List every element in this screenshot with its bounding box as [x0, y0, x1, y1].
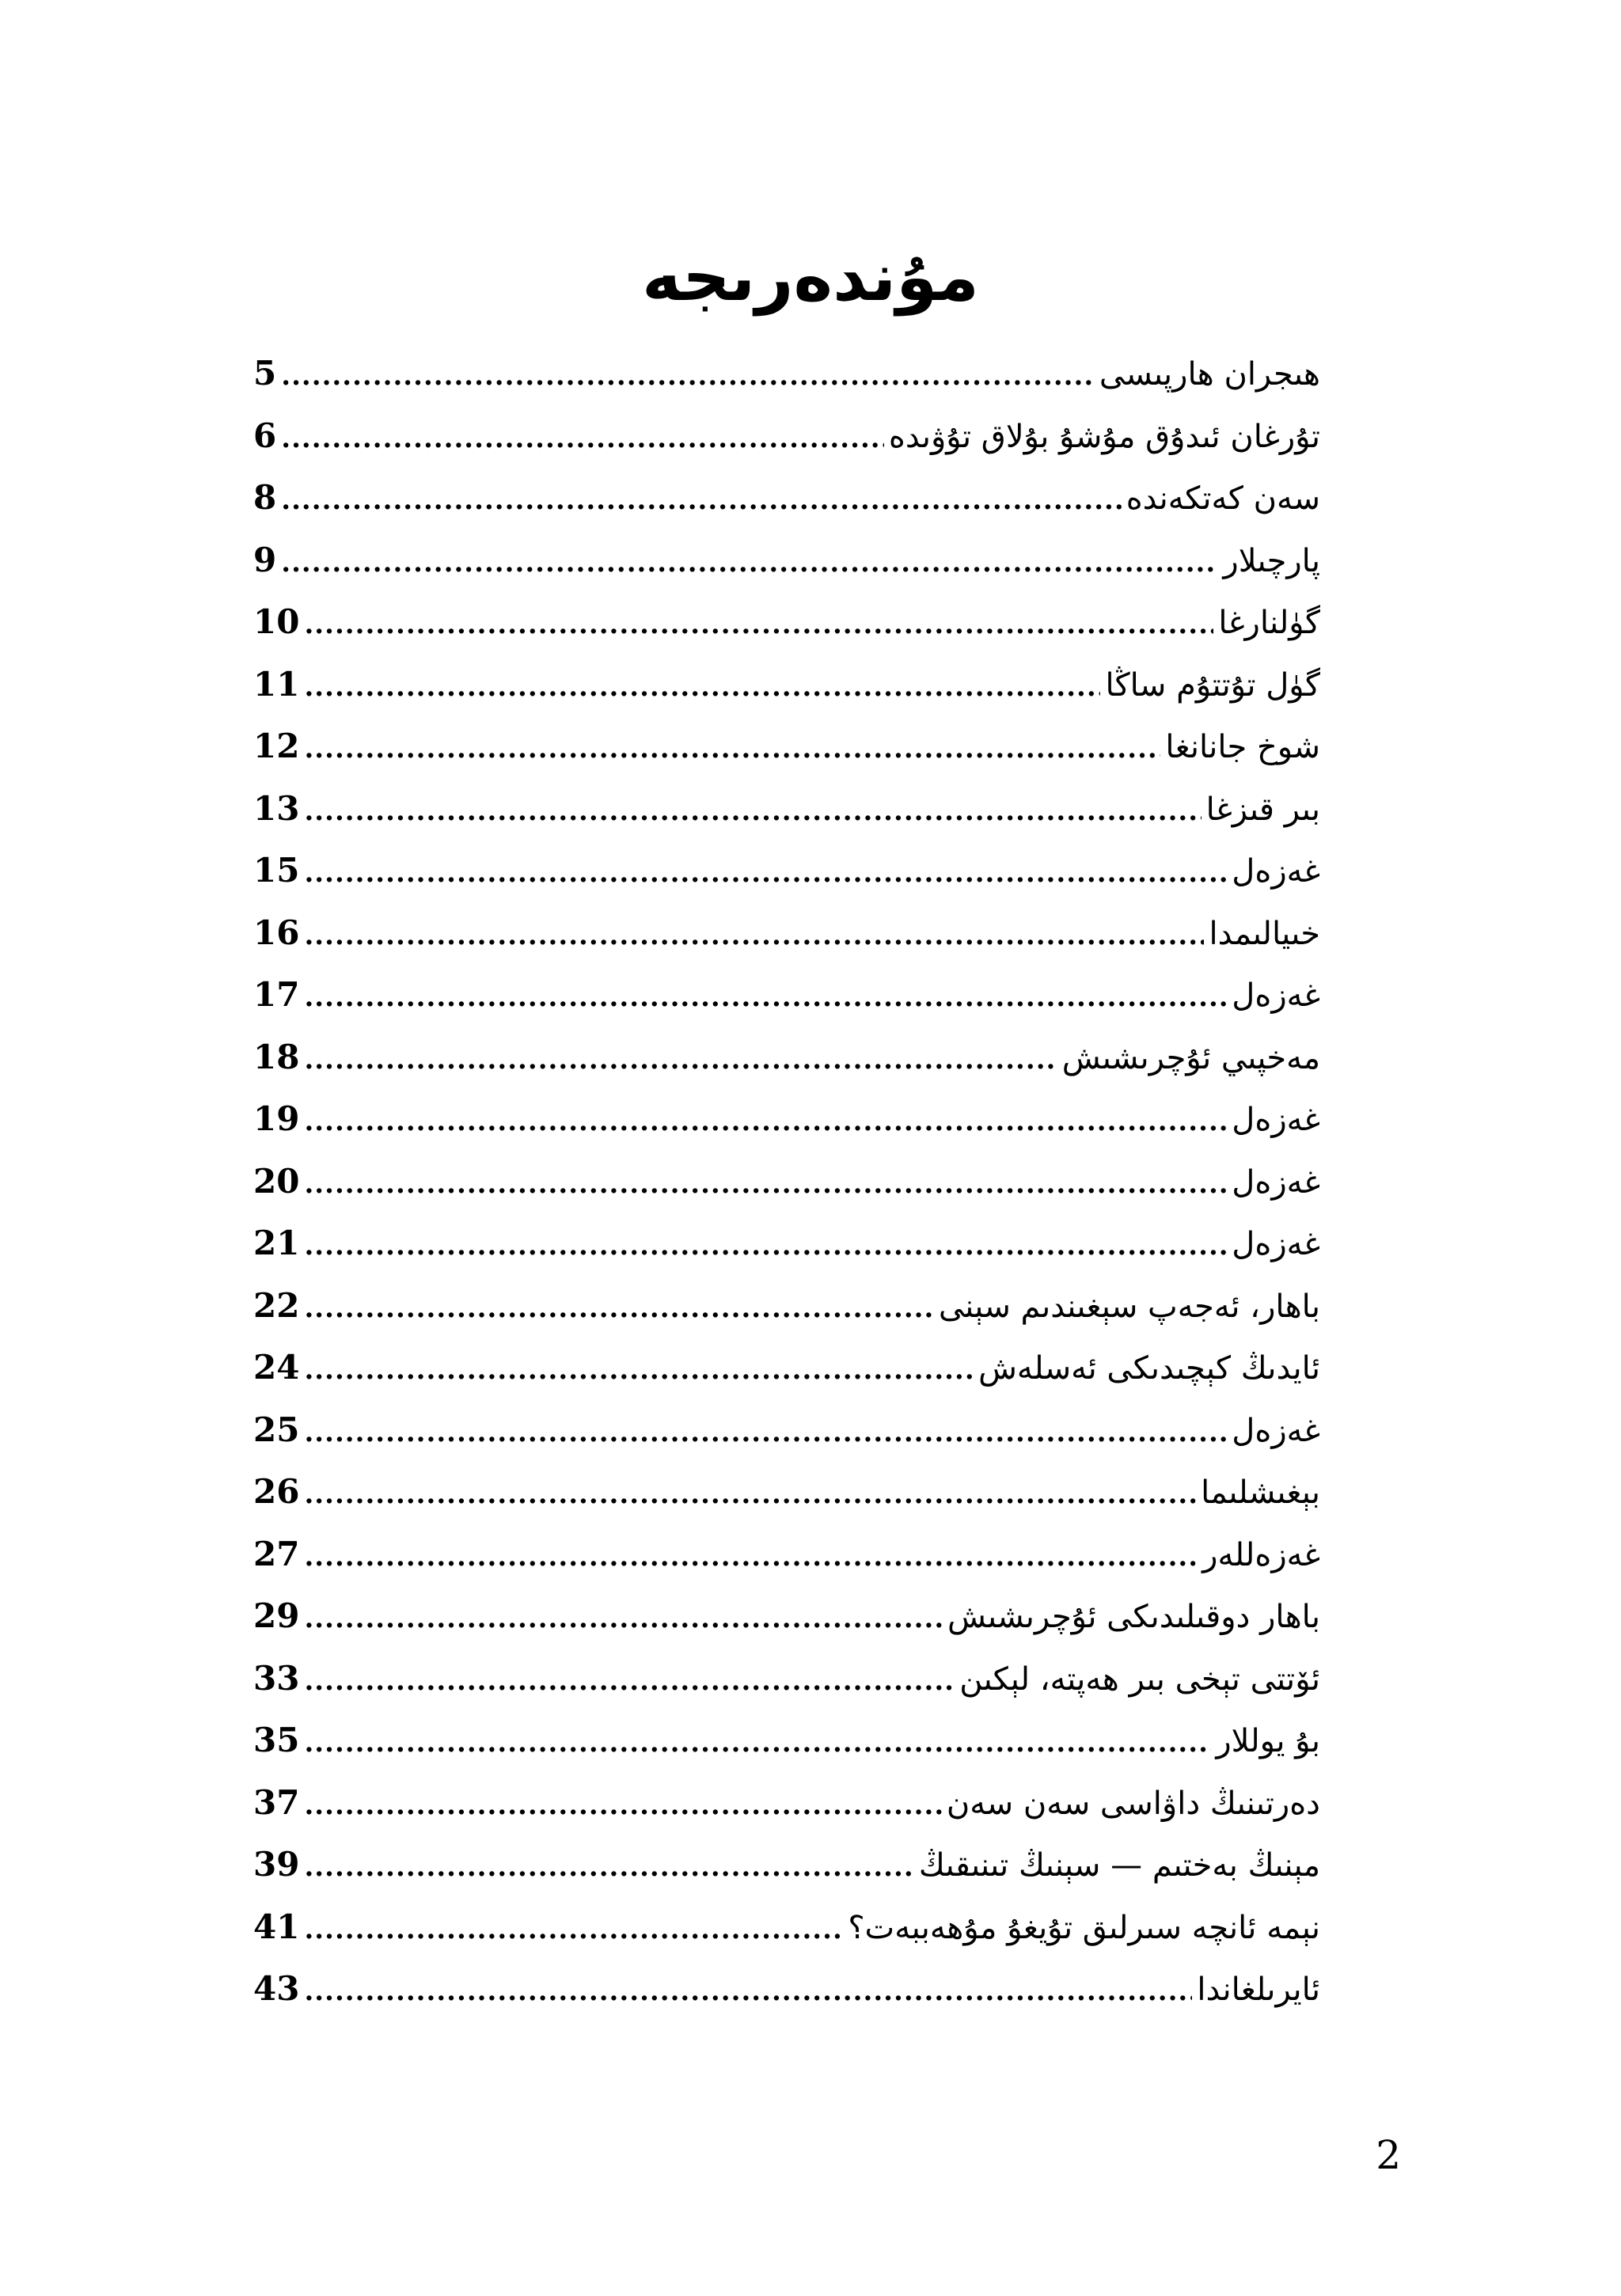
toc-entry-title: تۇرغان ئىدۇق مۇشۇ بۇلاق تۇۋىدە — [888, 418, 1320, 455]
toc-entry-page: 6 — [253, 416, 277, 455]
toc-entry-title: سەن كەتكەندە — [1126, 480, 1320, 517]
toc-entry-page: 25 — [253, 1410, 300, 1449]
toc-entry-title: مېنىڭ بەختىم — سېنىڭ تىنىقىڭ — [918, 1847, 1320, 1884]
toc-entry-title: پارچىلار — [1223, 542, 1320, 579]
toc-entry-title: غەزەل — [1232, 1226, 1320, 1262]
toc-entry-title: بۇ يوللار — [1216, 1723, 1320, 1759]
toc-entry-page: 20 — [253, 1161, 300, 1201]
toc-entry — [253, 1834, 1320, 1896]
dot-leader — [304, 718, 1160, 778]
toc-entry — [253, 1275, 1320, 1338]
toc-entry-title: غەزەل — [1232, 1163, 1320, 1201]
toc-entry — [253, 654, 1320, 716]
dot-leader — [304, 1029, 1057, 1089]
dot-leader — [304, 1650, 955, 1710]
dot-leader — [304, 1339, 974, 1399]
toc-entry — [253, 529, 1320, 592]
toc-entry — [253, 405, 1320, 468]
toc-entry — [253, 1461, 1320, 1524]
toc-entry-title: ھىجران ھارپىسى — [1099, 356, 1320, 393]
toc-entry-title: ئايرىلغاندا — [1197, 1972, 1320, 2008]
dot-leader — [304, 1712, 1211, 1772]
toc-entry — [253, 1772, 1320, 1835]
dot-leader — [304, 1153, 1227, 1213]
toc-entry-title: باھار دوقىلىدىكى ئۇچرىشىش — [947, 1599, 1320, 1635]
dot-leader — [304, 780, 1201, 841]
toc-entry — [253, 902, 1320, 965]
dot-leader — [304, 905, 1204, 965]
toc-entry-title: غەزەل — [1232, 1102, 1320, 1138]
toc-entry-page: 13 — [253, 788, 300, 828]
toc-entry — [253, 1399, 1320, 1462]
toc-entry — [253, 1213, 1320, 1275]
dot-leader — [281, 469, 1121, 529]
toc-entry-page: 26 — [253, 1472, 300, 1511]
dot-leader — [304, 1899, 843, 1959]
toc-entry-title: غەزەل — [1232, 977, 1320, 1014]
toc-entry — [253, 1958, 1320, 2021]
toc-entry — [253, 840, 1320, 902]
toc-entry-title: نېمە ئانچە سىرلىق تۇيغۇ مۇھەببەت؟ — [848, 1909, 1320, 1946]
toc-entry — [253, 778, 1320, 841]
toc-entry-title: مەخپىي ئۇچرىشىش — [1061, 1039, 1320, 1076]
toc-entry-page: 11 — [253, 664, 300, 704]
dot-leader — [304, 1960, 1192, 2021]
dot-leader — [304, 1588, 943, 1648]
toc-entry-page: 12 — [253, 727, 300, 765]
dot-leader — [304, 1836, 913, 1896]
toc-entry — [253, 715, 1320, 778]
toc-entry-page: 9 — [253, 540, 277, 579]
dot-leader — [304, 1774, 941, 1835]
toc-entry-title: ئۆتتى تېخى بىر ھەپتە، لېكىن — [959, 1660, 1320, 1698]
toc-entry-page: 43 — [253, 1969, 300, 2008]
toc-entry-page: 27 — [253, 1534, 300, 1573]
toc-entry-title: گۈل تۇتتۇم ساڭا — [1105, 666, 1320, 704]
toc-entry-title: باھار، ئەجەپ سېغىندىم سېنى — [938, 1288, 1320, 1325]
toc-entry-page: 16 — [253, 913, 300, 952]
toc-entry — [253, 964, 1320, 1027]
toc-entry — [253, 1648, 1320, 1710]
dot-leader — [304, 1215, 1227, 1275]
toc-entry — [253, 343, 1320, 405]
toc-entry — [253, 1524, 1320, 1586]
dot-leader — [304, 1402, 1227, 1462]
toc-entry-title: ئايدىڭ كېچىدىكى ئەسلەش — [978, 1350, 1320, 1387]
toc-entry-page: 39 — [253, 1845, 300, 1884]
dot-leader — [304, 966, 1227, 1027]
toc-entry-page: 22 — [253, 1285, 300, 1325]
toc-entry-title: غەزەل — [1232, 853, 1320, 890]
toc-entry-page: 18 — [253, 1037, 300, 1076]
toc-entry-page: 19 — [253, 1099, 300, 1138]
toc-entry-title: گۈلنارغا — [1218, 605, 1320, 641]
toc-entry-title: غەزەل — [1232, 1412, 1320, 1449]
toc-entry-page: 17 — [253, 975, 300, 1014]
toc-entry — [253, 591, 1320, 654]
dot-leader — [304, 594, 1213, 654]
toc-entry — [253, 1088, 1320, 1151]
toc-entry-page: 21 — [253, 1224, 300, 1262]
page-title: مۇندەرىجە — [642, 238, 979, 316]
toc-entry-page: 24 — [253, 1348, 300, 1387]
toc-entry-title: شوخ جانانغا — [1165, 729, 1320, 765]
dot-leader — [281, 532, 1218, 592]
toc-entry-title: غەزەللەر — [1202, 1536, 1320, 1573]
toc-entry-page: 41 — [253, 1907, 300, 1946]
dot-leader — [304, 1277, 933, 1338]
dot-leader — [304, 656, 1100, 716]
toc-entry-page: 5 — [253, 354, 277, 393]
toc-entry — [253, 1896, 1320, 1959]
dot-leader — [281, 345, 1095, 405]
toc-entry — [253, 1151, 1320, 1213]
dot-leader — [304, 842, 1227, 902]
toc-entry-title: دەرتىنىڭ داۋاسى سەن سەن — [946, 1785, 1320, 1822]
toc-entry — [253, 1027, 1320, 1089]
table-of-contents — [253, 343, 1320, 2021]
toc-entry-title: بىر قىزغا — [1205, 791, 1320, 828]
toc-entry — [253, 1710, 1320, 1772]
toc-entry — [253, 1585, 1320, 1648]
toc-entry — [253, 467, 1320, 529]
toc-entry-page: 15 — [253, 851, 300, 890]
page-number: 2 — [1376, 2132, 1401, 2178]
dot-leader — [281, 408, 884, 468]
toc-entry-title: بېغىشلىما — [1201, 1474, 1320, 1511]
dot-leader — [304, 1526, 1198, 1586]
toc-entry-page: 33 — [253, 1658, 300, 1698]
toc-entry-page: 29 — [253, 1596, 300, 1635]
toc-entry-page: 10 — [253, 602, 300, 641]
toc-entry-page: 35 — [253, 1721, 300, 1759]
toc-entry-page: 8 — [253, 478, 277, 517]
toc-entry — [253, 1337, 1320, 1399]
dot-leader — [304, 1463, 1196, 1524]
dot-leader — [304, 1091, 1227, 1151]
toc-entry-title: خىيالىمدا — [1209, 915, 1320, 952]
toc-entry-page: 37 — [253, 1782, 300, 1822]
